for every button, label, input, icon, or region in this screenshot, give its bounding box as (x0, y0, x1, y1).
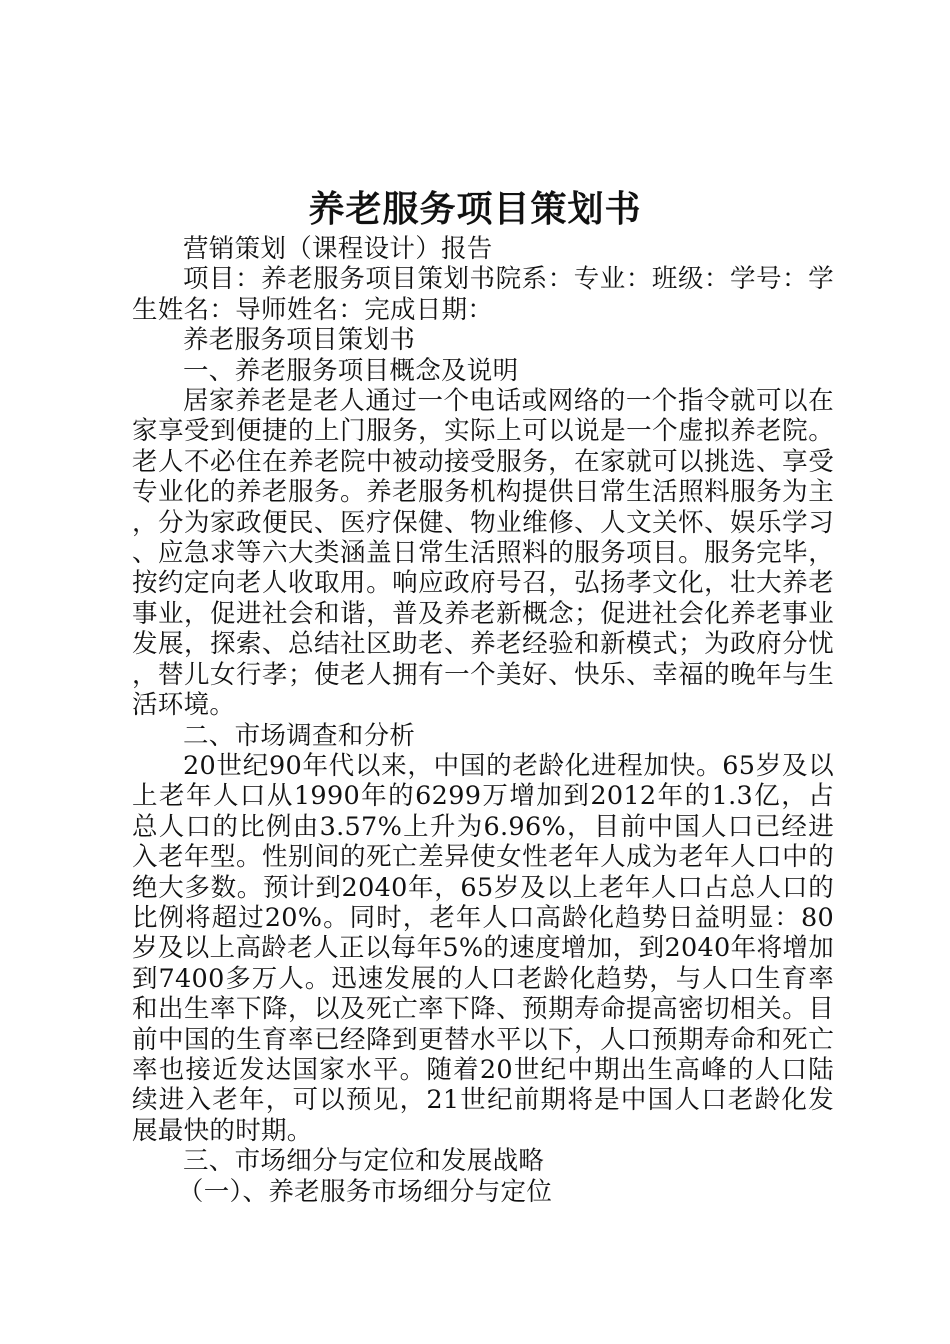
subsection-heading-3-1: （一）、养老服务市场细分与定位 (177, 1176, 553, 1207)
project-info-line: 项目：养老服务项目策划书院系：专业：班级：学号：学生姓名：导师姓名：完成日期： (132, 264, 834, 325)
subtitle-line: 养老服务项目策划书 (183, 325, 416, 356)
document-title: 养老服务项目策划书 (308, 188, 642, 230)
section-heading-1: 一、养老服务项目概念及说明 (183, 355, 519, 386)
section-1-paragraph: 居家养老是老人通过一个电话或网络的一个指令就可以在家享受到便捷的上门服务，实际上可以说是一个虚拟养老院。老人不必住在养老院中被动接受服务，在家就可以挑选、享受专业化的养老服务。养老服务机构提供日常生活照料服务为主，分为家政便民、医疗保健、物业维修、人文关怀、娱乐学习、应急求等六大类涵盖日常生活照料的服务项目。服务完毕，按约定向老人收取用。响应政府号召，弘扬孝文化，壮大养老事业，促进社会和谐，普及养老新概念；促进社会化养老事业发展，探索、总结社区助老、养老经验和新模式；为政府分忧，替儿女行孝；使老人拥有一个美好、快乐、幸福的晚年与生活环境。 (132, 386, 834, 721)
report-type-line: 营销策划（课程设计）报告 (183, 234, 493, 264)
section-heading-3: 三、市场细分与定位和发展战略 (183, 1146, 545, 1177)
document-body (132, 234, 834, 1207)
section-heading-2: 二、市场调查和分析 (183, 720, 416, 751)
section-2-paragraph: 20世纪90年代以来，中国的老龄化进程加快。65岁及以上老年人口从1990年的6299万增加到2012年的1.3亿，占总人口的比例由3.57%上升为6.96%，目前中国人口已经进入老年型。性别间的死亡差异使女性老年人成为老年人口中的绝大多数。预计到2040年，65岁及以上老年人口占总人口的比例将超过20%。同时，老年人口高龄化趋势日益明显：80岁及以上高龄老人正以每年5%的速度增加，到2040年将增加到7400多万人。迅速发展的人口老龄化趋势，与人口生育率和出生率下降，以及死亡率下降、预期寿命提高密切相关。目前中国的生育率已经降到更替水平以下，人口预期寿命和死亡率也接近发达国家水平。随着20世纪中期出生高峰的人口陆续进入老年，可以预见，21世纪前期将是中国人口老龄化发展最快的时期。 (132, 750, 834, 1146)
